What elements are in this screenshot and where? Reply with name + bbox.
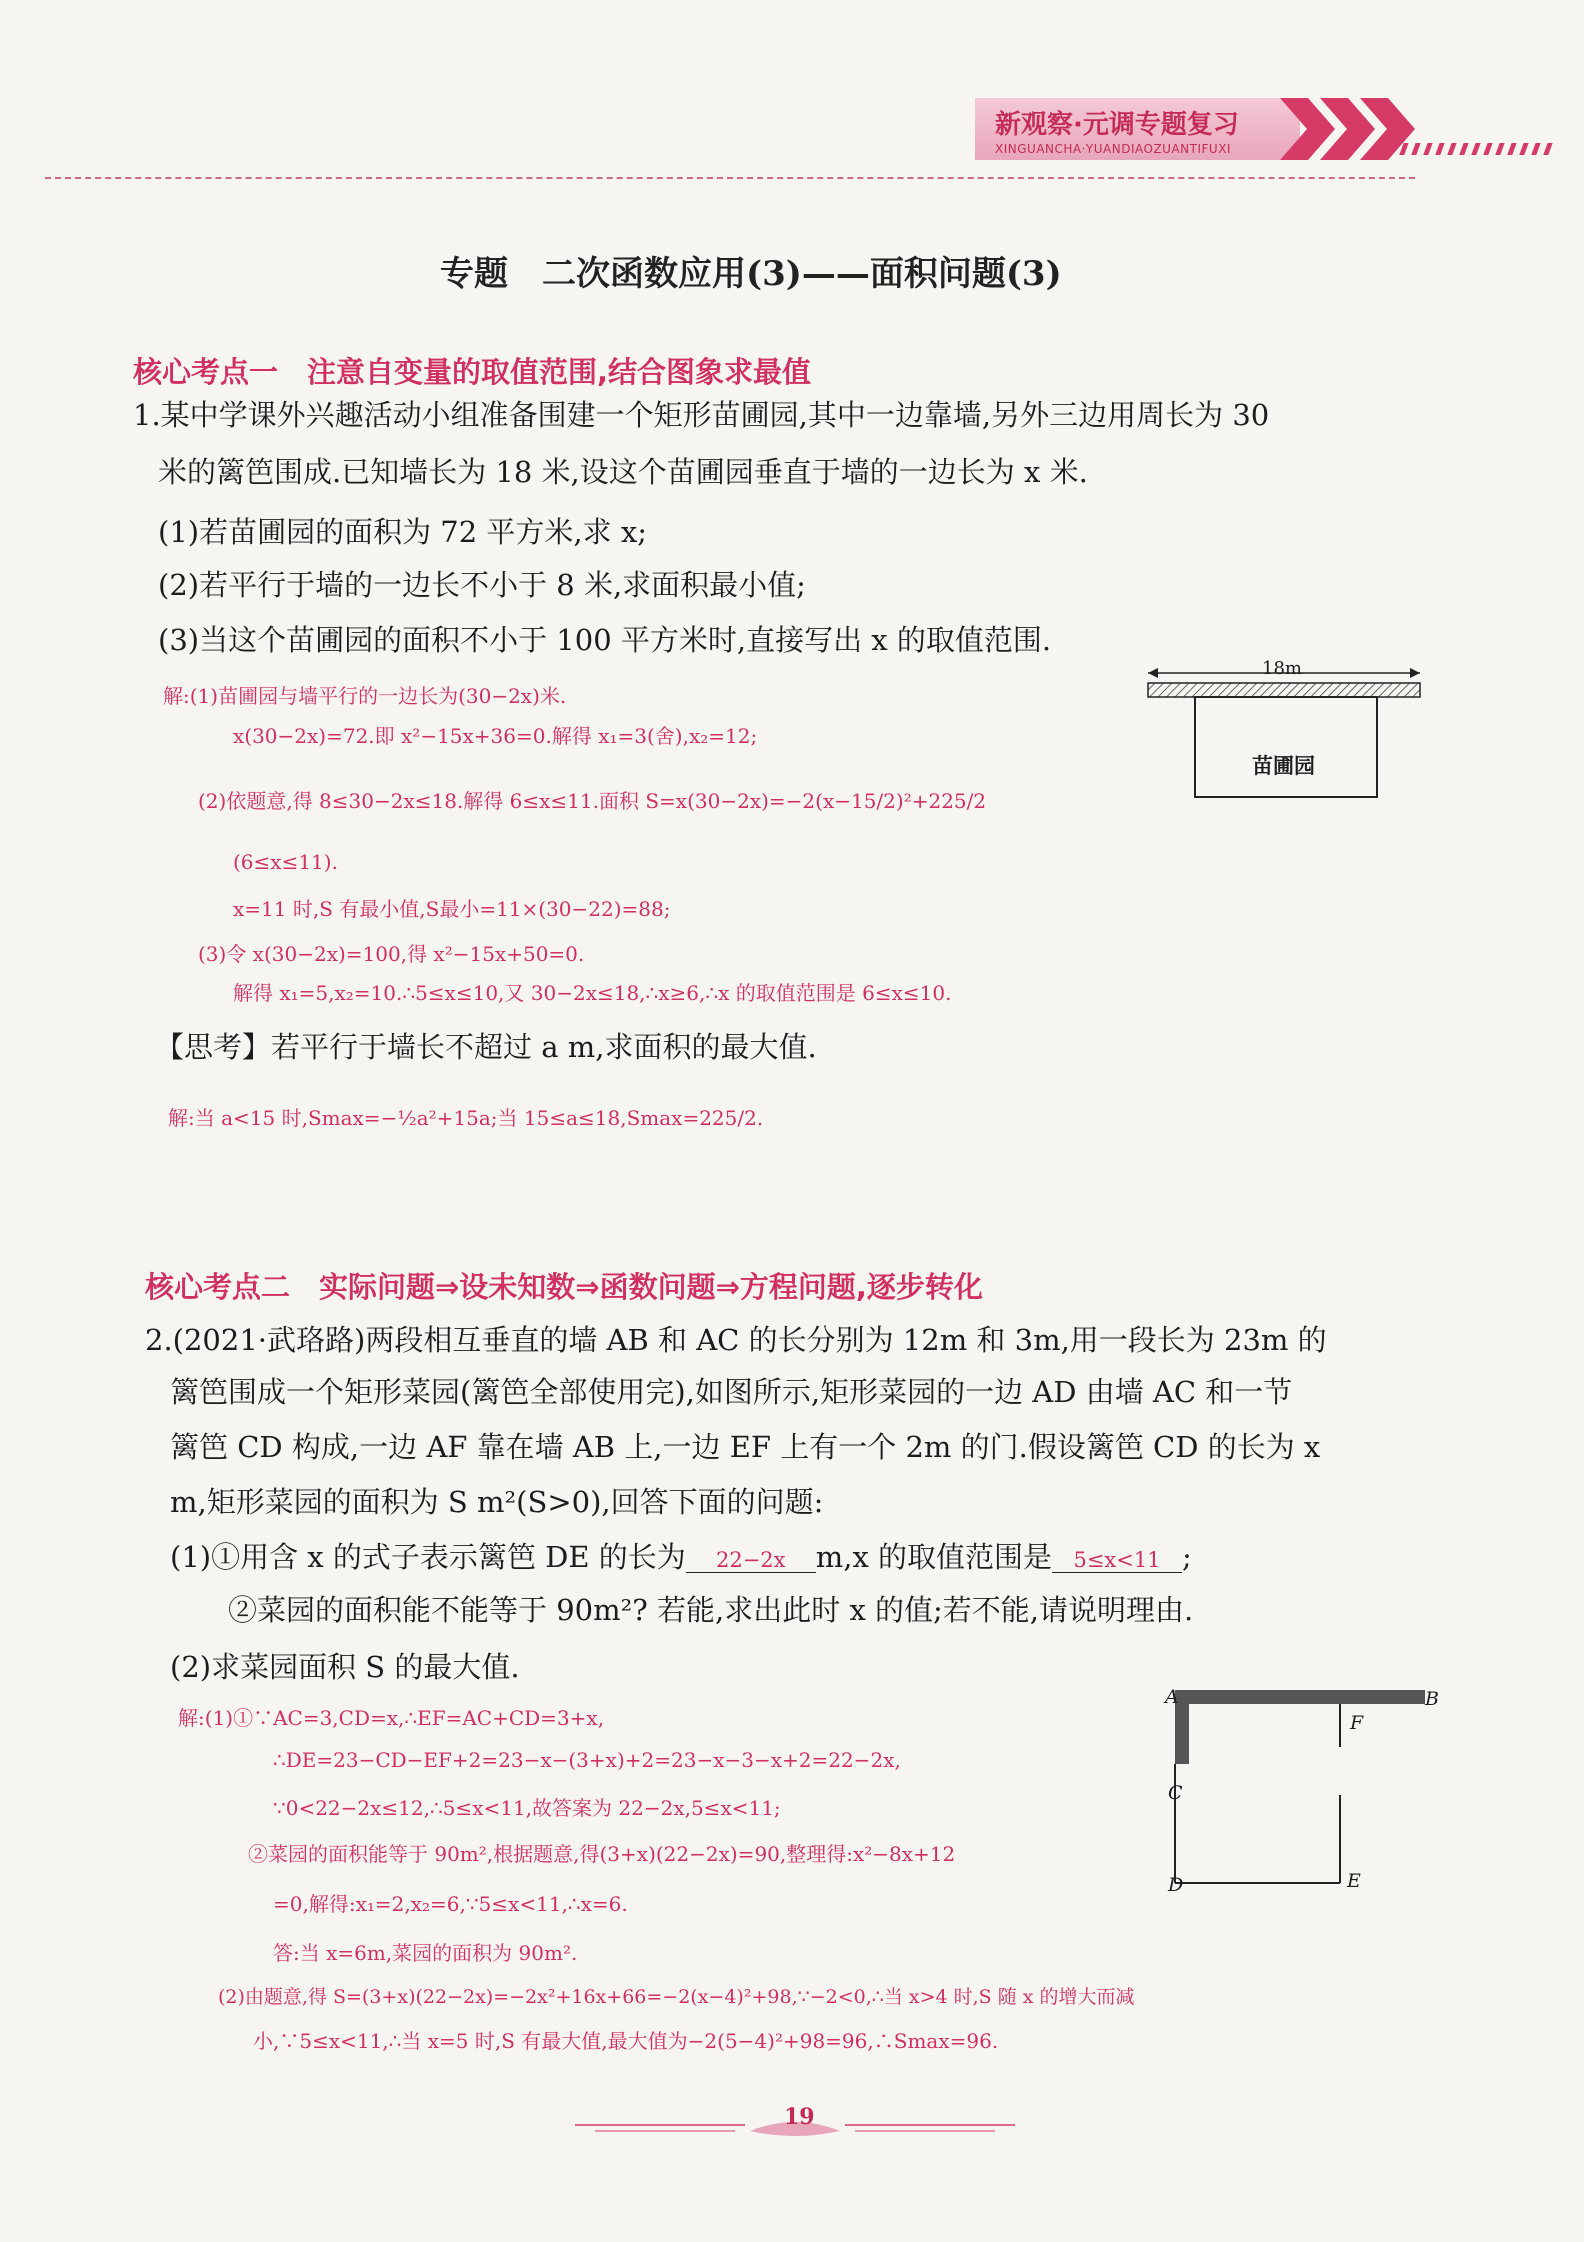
header-divider [45, 177, 1415, 179]
solution2-line5: =0,解得:x₁=2,x₂=6,∵5≤x<11,∴x=6. [273, 1892, 628, 1916]
think-question: 【思考】若平行于墙长不超过 a m,求面积的最大值. [155, 1030, 817, 1064]
point-a-label: A [1165, 1686, 1179, 1708]
page-number: 19 [784, 2104, 815, 2130]
point-d-label: D [1168, 1874, 1184, 1896]
point-b-label: B [1425, 1688, 1439, 1710]
problem2-q1-mid: m,x 的取值范围是 [815, 1540, 1053, 1574]
section2-heading: 核心考点二 实际问题⇒设未知数⇒函数问题⇒方程问题,逐步转化 [145, 1270, 983, 1304]
header-subtitle: XINGUANCHA·YUANDIAOZUANTIFUXI [995, 142, 1231, 156]
problem2-q2: (2)求菜园面积 S 的最大值. [170, 1650, 520, 1684]
solution1-line6: (3)令 x(30−2x)=100,得 x²−15x+50=0. [198, 942, 585, 966]
solution1-line1: 解:(1)苗圃园与墙平行的一边长为(30−2x)米. [163, 684, 567, 708]
problem1-line1: 1.某中学课外兴趣活动小组准备围建一个矩形苗圃园,其中一边靠墙,另外三边用周长为 30 [133, 398, 1270, 432]
section1-heading: 核心考点一 注意自变量的取值范围,结合图象求最值 [133, 355, 812, 389]
point-e-label: E [1347, 1870, 1361, 1892]
solution1-line2: x(30−2x)=72.即 x²−15x+36=0.解得 x₁=3(舍),x₂=12; [233, 724, 758, 748]
problem2-line1: 2.(2021·武珞路)两段相互垂直的墙 AB 和 AC 的长分别为 12m 和 3m,用一段长为 23m 的 [145, 1323, 1327, 1357]
solution1-line7: 解得 x₁=5,x₂=10.∴5≤x≤10,又 30−2x≤18,∴x≥6,∴x 的取值范围是 6≤x≤10. [233, 981, 952, 1005]
solution2-line1: 解:(1)①∵AC=3,CD=x,∴EF=AC+CD=3+x, [178, 1706, 605, 1730]
problem1-line2: 米的篱笆围成.已知墙长为 18 米,设这个苗圃园垂直于墙的一边长为 x 米. [158, 455, 1088, 489]
solution2-line2: ∴DE=23−CD−EF+2=23−x−(3+x)+2=23−x−3−x+2=22−2x, [273, 1748, 901, 1772]
wall-length-label: 18m [1262, 658, 1302, 679]
answer-blank-de-length: 22−2x [686, 1548, 816, 1573]
problem1-q3: (3)当这个苗圃园的面积不小于 100 平方米时,直接写出 x 的取值范围. [158, 623, 1052, 657]
answer-blank-x-range: 5≤x<11 [1052, 1548, 1182, 1573]
solution2-line4: ②菜园的面积能等于 90m²,根据题意,得(3+x)(22−2x)=90,整理得:x²−8x+12 [248, 1842, 956, 1866]
solution1-line5: x=11 时,S 有最小值,S最小=11×(30−22)=88; [233, 897, 671, 921]
solution2-line3: ∵0<22−2x≤12,∴5≤x<11,故答案为 22−2x,5≤x<11; [273, 1796, 781, 1820]
point-c-label: C [1168, 1782, 1183, 1804]
solution1-line3: (2)依题意,得 8≤30−2x≤18.解得 6≤x≤11.面积 S=x(30−2x)=−2(x−15/2)²+225/2 [198, 789, 987, 813]
solution2-line8: 小,∵5≤x<11,∴当 x=5 时,S 有最大值,最大值为−2(5−4)²+98=96,∴Smax=96. [253, 2029, 999, 2053]
problem2-q1b: ②菜园的面积能不能等于 90m²? 若能,求出此时 x 的值;若不能,请说明理由. [228, 1593, 1194, 1627]
header-arrows-icon [1280, 98, 1580, 168]
problem2-line4: m,矩形菜园的面积为 S m²(S>0),回答下面的问题: [170, 1485, 824, 1519]
problem1-q1: (1)若苗圃园的面积为 72 平方米,求 x; [158, 515, 647, 549]
garden-label: 苗圃园 [1252, 753, 1315, 778]
think-solution: 解:当 a<15 时,Smax=−½a²+15a;当 15≤a≤18,Smax=225/2. [168, 1106, 764, 1130]
problem2-line2: 篱笆围成一个矩形菜园(篱笆全部使用完),如图所示,矩形菜园的一边 AD 由墙 AC 和一节 [170, 1375, 1293, 1409]
solution2-line7: (2)由题意,得 S=(3+x)(22−2x)=−2x²+16x+66=−2(x−4)²+98,∵−2<0,∴当 x>4 时,S 随 x 的增大而减 [218, 1986, 1135, 2008]
solution1-line4: (6≤x≤11). [233, 850, 338, 874]
header-title: 新观察·元调专题复习 [995, 110, 1239, 140]
problem2-q1-prefix: (1)①用含 x 的式子表示篱笆 DE 的长为 [170, 1540, 686, 1574]
page-title: 专题 二次函数应用(3)——面积问题(3) [440, 254, 1062, 294]
problem2-line3: 篱笆 CD 构成,一边 AF 靠在墙 AB 上,一边 EF 上有一个 2m 的门.假设篱笆 CD 的长为 x [170, 1430, 1321, 1464]
point-f-label: F [1350, 1712, 1364, 1734]
problem2-q1-suffix: ; [1182, 1540, 1192, 1574]
problem2-q1 [170, 1535, 1192, 1576]
problem1-q2: (2)若平行于墙的一边长不小于 8 米,求面积最小值; [158, 568, 806, 602]
vegetable-garden-figure [1160, 1685, 1450, 1895]
solution2-line6: 答:当 x=6m,菜园的面积为 90m². [273, 1941, 578, 1965]
